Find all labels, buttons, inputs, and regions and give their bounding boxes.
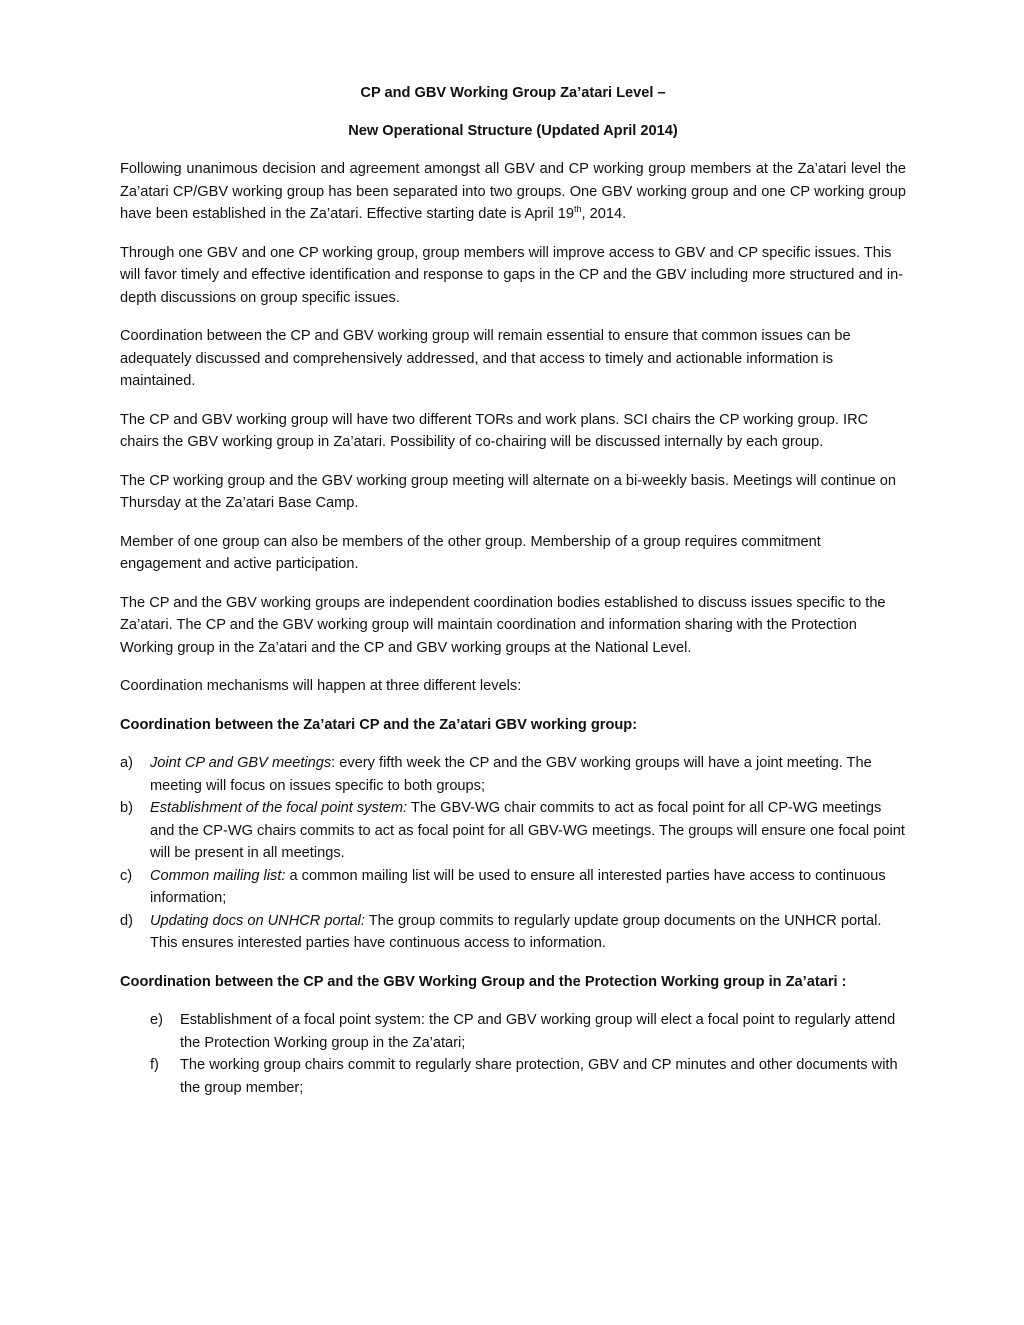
list-item-lead: Common mailing list: [150,867,286,884]
list-item [120,1054,906,1099]
document-title-line-2: New Operational Structure (Updated April 2014) [348,122,678,139]
list-marker: c) [120,867,133,884]
paragraph-membership: Member of one group can also be members of the other group. Membership of a group requires commitment engagement and active participation. [120,533,821,572]
section-heading-cp-gbv: Coordination between the Za’atari CP and the Za’atari GBV working group: [120,716,638,733]
list-item-text: The working group chairs commit to regularly share protection, GBV and CP minutes and other documents with the group member; [180,1057,898,1096]
list-item [120,865,906,910]
paragraph-independent-bodies: The CP and the GBV working groups are independent coordination bodies established to discuss issues specific to the Za’atari. The CP and the GBV working group will maintain coordination and information sharing with the Protection Working group in the Za’atari and the CP and GBV working groups at the National Level. [120,594,886,656]
list-item-text: The group commits to regularly update group documents on the UNHCR portal. This ensures interested parties have continuous access to information. [150,912,882,951]
paragraph-mechanisms: Coordination mechanisms will happen at three different levels: [120,678,522,694]
list-item-lead: Establishment of the focal point system: [150,800,408,816]
list-item-text: a common mailing list will be used to ensure all interested parties have access to continuous information; [150,867,886,906]
paragraph-access: Through one GBV and one CP working group, group members will improve access to GBV and CP specific issues. This will favor timely and effective identification and response to gaps in the CP and the GBV including more structured and in-depth discussions on group specific issues. [120,244,904,306]
list-item-lead: Updating docs on UNHCR portal: [150,912,365,929]
intro-paragraph [120,158,906,226]
list-item-text: : every fifth week the CP and the GBV working groups will have a joint meeting. The meeting will focus on issues specific to both groups; [150,755,872,794]
list-item-text: The GBV-WG chair commits to act as focal point for all CP-WG meetings and the CP-WG chairs commits to act as focal point for all GBV-WG meetings. The groups will ensure one focal point will be present in all meetings. [150,800,905,861]
section-list-cp-gbv [120,752,906,955]
list-item [120,797,906,865]
list-item [120,910,906,955]
section-heading-protection: Coordination between the CP and the GBV Working Group and the Protection Working group in Za’atari : [120,973,847,990]
list-marker: b) [120,800,133,816]
list-item-text: Establishment of a focal point system: the CP and GBV working group will elect a focal point to regularly attend the Protection Working group in the Za’atari; [180,1012,896,1051]
document-title-line-1: CP and GBV Working Group Za’atari Level – [360,85,666,101]
list-marker: a) [120,755,133,771]
paragraph-coordination: Coordination between the CP and GBV working group will remain essential to ensure that common issues can be adequately discussed and comprehensively addressed, and that access to timely and actionable information is maintained. [120,328,851,389]
document-page [120,82,906,1099]
section-list-protection [120,1009,906,1099]
intro-tail: , 2014. [581,206,627,222]
list-marker: d) [120,912,133,929]
paragraph-meetings: The CP working group and the GBV working group meeting will alternate on a bi-weekly basis. Meetings will continue on Thursday at the Za’atari Base Camp. [120,472,897,511]
intro-text: Following unanimous decision and agreement amongst all GBV and CP working group members at the Za’atari level the Za’atari CP/GBV working group has been separated into two groups. One GBV working group and one CP working group have been established in the Za’atari. Effective starting date is April 19 [120,161,906,222]
list-marker: f) [150,1057,159,1073]
intro-superscript: th [574,204,582,215]
list-item [120,752,906,797]
paragraph-tors: The CP and GBV working group will have two different TORs and work plans. SCI chairs the CP working group. IRC chairs the GBV working group in Za’atari. Possibility of co-chairing will be discussed internally by each group. [120,411,869,450]
list-item-lead: Joint CP and GBV meetings [150,755,332,771]
list-marker: e) [150,1012,163,1028]
list-item [120,1009,906,1054]
